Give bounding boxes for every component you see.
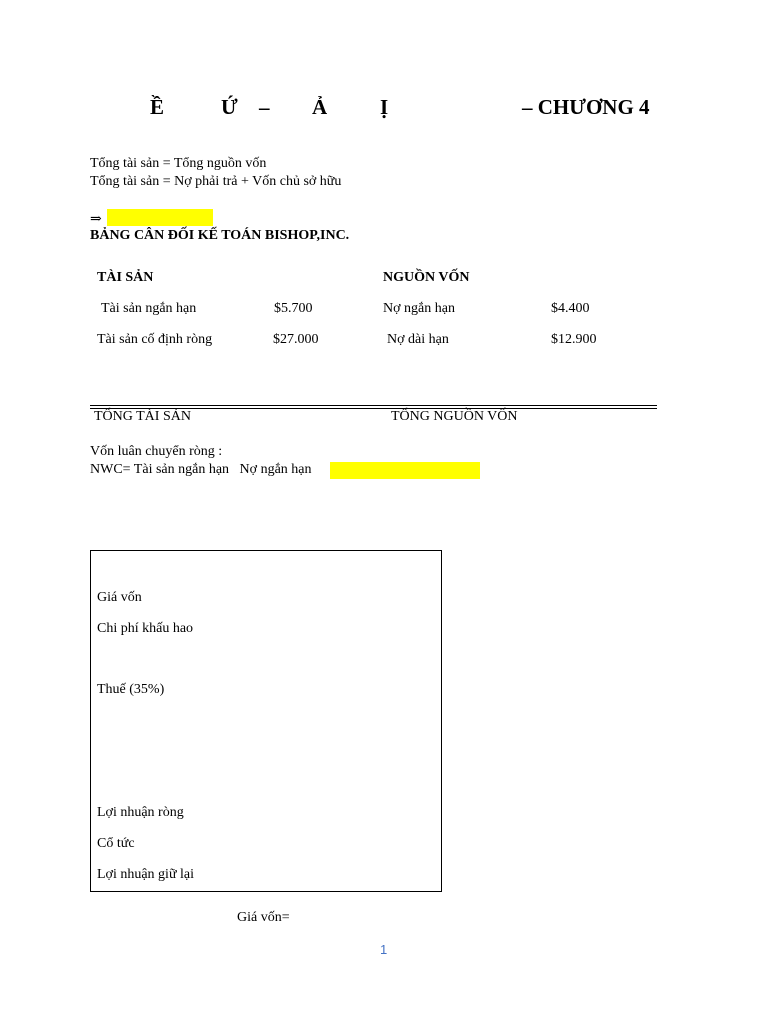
nwc-formula: NWC= Tài sản ngắn hạn Nợ ngắn hạn [90,462,312,477]
page-number: 1 [380,942,388,957]
double-rule-top [90,405,657,406]
total-sources-label: TỔNG NGUỒN VỐN [391,409,518,424]
formula-line-2: Tổng tài sản = Nợ phải trả + Vốn chủ sở hữu [90,174,342,189]
income-item-depreciation: Chi phí khấu hao [97,621,194,636]
income-item-dividends: Cổ tức [97,836,135,851]
title-fragment-5: Ị [380,95,389,119]
asset-label-current: Tài sản ngắn hạn [101,301,197,316]
asset-value-current: $5.700 [274,301,313,316]
asset-value-fixed: $27.000 [273,332,319,347]
source-value-long-term-debt: $12.900 [551,332,597,347]
source-value-current-liabilities: $4.400 [551,301,590,316]
highlight-blank-1 [107,209,213,226]
income-item-net-income: Lợi nhuận ròng [97,805,184,820]
highlight-blank-2 [330,462,480,479]
income-item-retained-earnings: Lợi nhuận giữ lại [97,867,195,882]
title-fragment-3: – [259,95,270,119]
formula-line-1: Tổng tài sản = Tổng nguồn vốn [90,156,267,171]
sources-header: NGUỒN VỐN [383,270,470,285]
income-statement-box [90,550,442,892]
nwc-heading: Vốn luân chuyển ròng : [90,444,223,459]
source-label-current-liabilities: Nợ ngắn hạn [383,301,455,316]
assets-header: TÀI SẢN [97,270,154,285]
income-item-cogs: Giá vốn [97,590,142,605]
total-assets-label: TỔNG TÀI SẢN [94,409,191,424]
title-fragment-2: Ứ [221,95,238,119]
income-item-tax: Thuế (35%) [97,682,165,697]
source-label-long-term-debt: Nợ dài hạn [387,332,449,347]
implies-symbol: ⇒ [90,212,102,227]
title-fragment-1: Ề [150,95,165,119]
asset-label-fixed: Tài sản cố định ròng [97,332,213,347]
balance-sheet-title: BẢNG CÂN ĐỐI KẾ TOÁN BISHOP,INC. [90,228,350,243]
title-chapter: – CHƯƠNG 4 [522,95,650,119]
title-fragment-4: Ả [312,95,328,119]
cogs-equation: Giá vốn= [237,910,290,925]
